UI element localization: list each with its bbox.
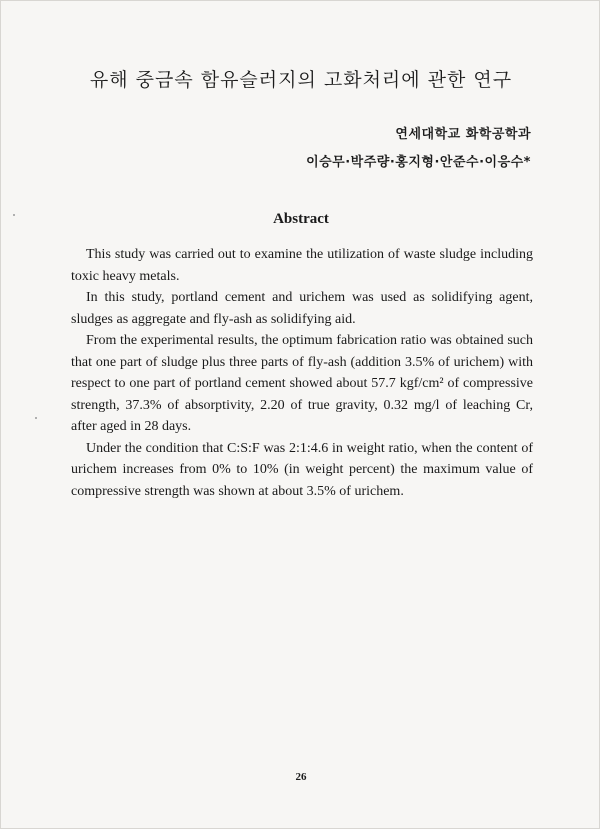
abstract-heading: Abstract xyxy=(273,211,329,227)
scan-speck xyxy=(35,417,37,419)
abstract-paragraph-4: Under the condition that C:S:F was 2:1:4.6 in weight ratio, when the content of urichem increases from 0% to 10% (in weight percent) the maximum value of compressive strength was shown at about 3.5% of urichem. xyxy=(71,440,533,499)
page-number: 26 xyxy=(295,771,307,783)
author-affiliation: 연세대학교 화학공학과 xyxy=(395,127,531,142)
scan-speck xyxy=(13,214,15,216)
abstract-paragraph-1: This study was carried out to examine the utilization of waste sludge including toxic heavy metals. xyxy=(71,247,533,284)
paper-title: 유해 중금속 함유슬러지의 고화처리에 관한 연구 xyxy=(89,69,513,91)
abstract-paragraph-2: In this study, portland cement and urichem was used as solidifying agent, sludges as aggregate and fly-ash as solidifying aid. xyxy=(71,290,533,327)
author-list: 이승무·박주량·홍지형·안준수·이응수* xyxy=(306,155,531,170)
abstract-paragraph-3: From the experimental results, the optimum fabrication ratio was obtained such that one part of sludge plus three parts of fly-ash (addition 3.5% of urichem) with respect to one part of portland cement showed about 57.7 kgf/cm² of compressive strength, 37.3% of absorptivity, 2.20 of true gravity, 0.32 mg/l of leaching Cr, after aged in 28 days. xyxy=(71,333,533,434)
abstract-body xyxy=(71,244,533,502)
